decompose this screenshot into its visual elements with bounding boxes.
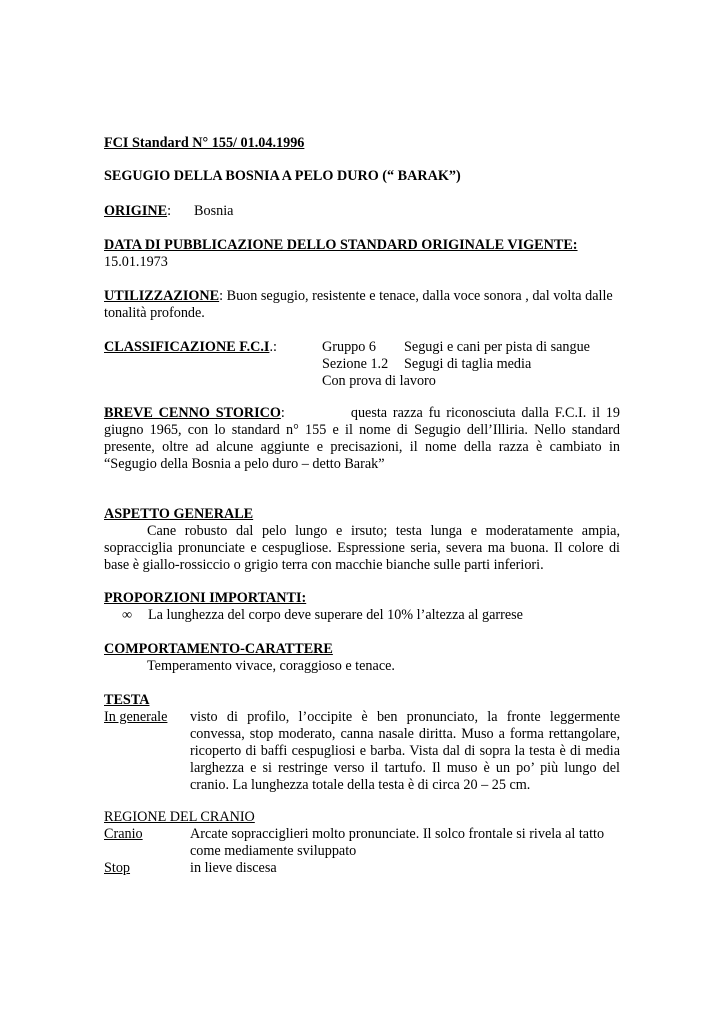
classification-label: CLASSIFICAZIONE F.C.I (104, 339, 270, 355)
history-label: BREVE CENNO STORICO (104, 405, 281, 421)
origin-line (104, 203, 620, 220)
cranial-region-heading: REGIONE DEL CRANIO (104, 809, 255, 825)
history-separator: : (280, 405, 285, 421)
proportions-list-item (104, 607, 620, 624)
utilization-text: : Buon segugio, resistente e tenace, dalla voce sonora , dal volta dalle tonalità profonde. (104, 288, 613, 321)
head-general-row (104, 709, 620, 794)
classification-working-trial: Con prova di lavoro (322, 373, 436, 389)
classification-group: Gruppo 6 (322, 339, 376, 355)
origin-separator: : (167, 203, 172, 219)
origin-label: ORIGINE (104, 203, 168, 219)
utilization-section (104, 288, 620, 322)
head-section (104, 692, 620, 794)
proportions-section (104, 590, 620, 624)
head-general-text: visto di profilo, l’occipite è ben pronunciato, la fronte leggermente convessa, stop moderato, canna nasale diritta. Muso a forma rettangolare, ricoperto di baffi cespugliosi e barba. Vista dal di sopra la testa è di media larghezza e si restringe verso il tartufo. Il muso è un po’ più lungo del cranio. La lunghezza totale della testa è di circa 20 – 25 cm. (190, 709, 620, 793)
stop-text: in lieve discesa (190, 860, 277, 876)
classification-section-number: Sezione 1.2 (322, 356, 389, 372)
classification-section (104, 339, 620, 390)
skull-label: Cranio (104, 826, 143, 842)
standard-reference: FCI Standard N° 155/ 01.04.1996 (104, 135, 305, 151)
history-text: questa razza fu riconosciuta dalla F.C.I. il 19 giugno 1965, con lo standard n° 155 e il nome di Segugio dell’Illiria. Nello standard presente, oltre ad alcune aggiunte e precisazioni, il nome della razza è cambiato in “Segugio della Bosnia a pelo duro – detto Barak” (104, 405, 620, 472)
proportions-heading: PROPORZIONI IMPORTANTI: (104, 590, 307, 606)
cranial-region-section (104, 809, 620, 877)
infinity-bullet-icon: ∞ (122, 607, 133, 623)
head-general-label: In generale (104, 709, 168, 725)
breed-title: SEGUGIO DELLA BOSNIA A PELO DURO (“ BARAK”) (104, 168, 461, 184)
proportions-item-text: La lunghezza del corpo deve superare del 10% l’altezza al garrese (148, 607, 523, 623)
general-appearance-text: Cane robusto dal pelo lungo e irsuto; testa lunga e moderatamente ampia, sopracciglia pronunciate e cespugliose. Espressione seria, severa ma buona. Il colore di base è giallo-rossiccio o grigio terra con macchie bianche sulle parti inferiori. (104, 523, 620, 573)
classification-suffix: .: (269, 339, 277, 355)
skull-text: Arcate sopracciglieri molto pronunciate. Il solco frontale si rivela al tatto come mediamente sviluppato (190, 826, 605, 859)
stop-row (104, 860, 620, 877)
behaviour-section (104, 641, 620, 675)
classification-section-desc: Segugi di taglia media (404, 356, 532, 372)
publication-date: 15.01.1973 (104, 254, 168, 270)
head-heading: TESTA (104, 692, 150, 708)
general-appearance-section (104, 506, 620, 574)
history-section (104, 405, 620, 473)
general-appearance-heading: ASPETTO GENERALE (104, 506, 254, 522)
behaviour-heading: COMPORTAMENTO-CARATTERE (104, 641, 333, 657)
publication-section (104, 237, 620, 271)
stop-label: Stop (104, 860, 131, 876)
classification-group-desc: Segugi e cani per pista di sangue (404, 339, 590, 355)
skull-row (104, 826, 620, 860)
utilization-label: UTILIZZAZIONE (104, 288, 220, 304)
origin-value: Bosnia (194, 203, 234, 219)
behaviour-text: Temperamento vivace, coraggioso e tenace. (147, 658, 395, 674)
publication-label: DATA DI PUBBLICAZIONE DELLO STANDARD ORIGINALE VIGENTE: (104, 237, 578, 253)
